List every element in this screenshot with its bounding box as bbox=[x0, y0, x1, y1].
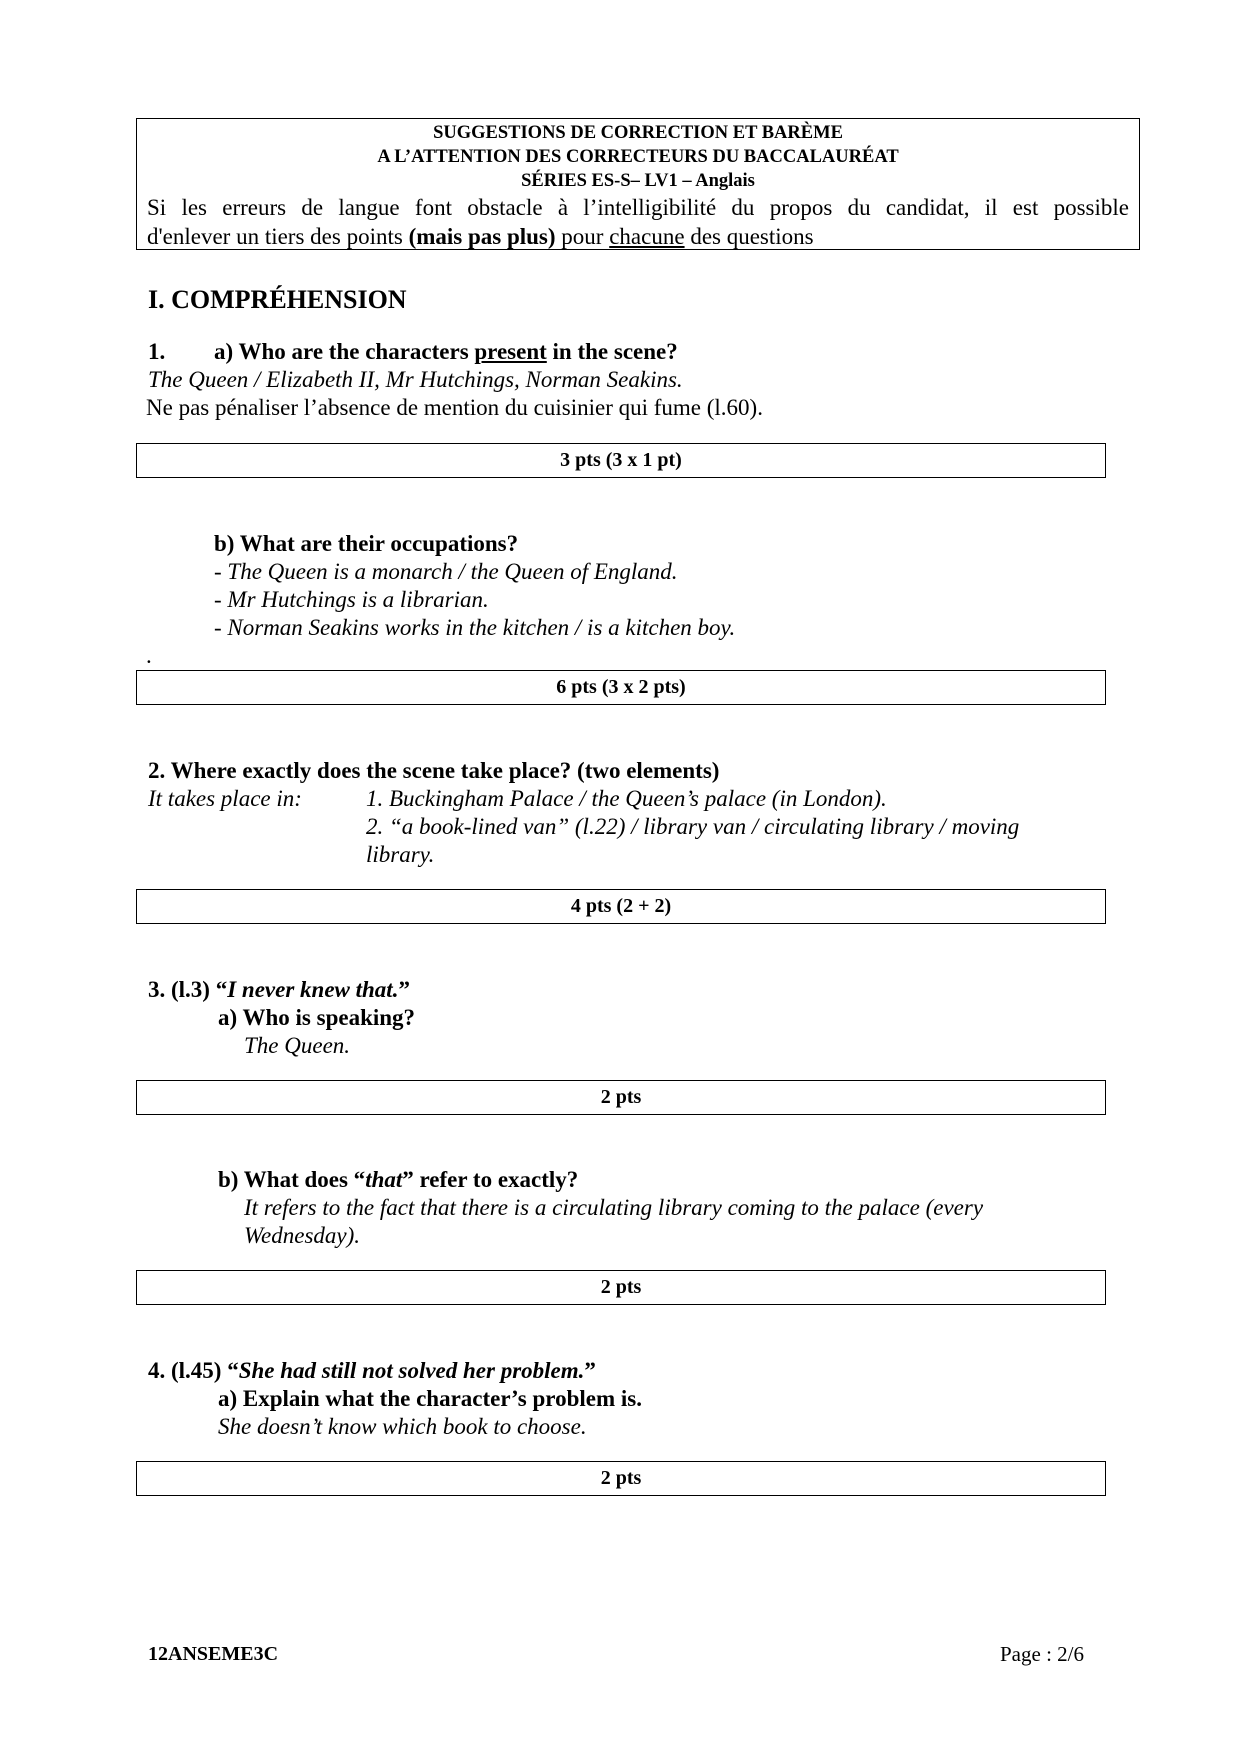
q1b-answer-2: - Mr Hutchings is a librarian. bbox=[214, 587, 489, 612]
q3b-question: b) What does “that” refer to exactly? bbox=[218, 1167, 579, 1192]
q4-intro: 4. (l.45) “She had still not solved her problem.” bbox=[148, 1358, 596, 1383]
q1a-score-box: 3 pts (3 x 1 pt) bbox=[136, 443, 1106, 478]
q2-lead: It takes place in: bbox=[148, 786, 302, 811]
q2-score-box: 4 pts (2 + 2) bbox=[136, 889, 1106, 924]
header-series: SÉRIES ES-S– LV1 – Anglais bbox=[521, 171, 755, 191]
q3b-score-box: 2 pts bbox=[136, 1270, 1106, 1305]
footer-page-number: Page : 2/6 bbox=[1000, 1642, 1084, 1666]
q4a-question: a) Explain what the character’s problem is. bbox=[218, 1386, 642, 1411]
q1b-answer-1: - The Queen is a monarch / the Queen of England. bbox=[214, 559, 678, 584]
header-subtitle: A L’ATTENTION DES CORRECTEURS DU BACCALAURÉAT bbox=[377, 147, 899, 167]
footer-document-code: 12ANSEME3C bbox=[148, 1643, 279, 1665]
q1b-stray-dot: . bbox=[146, 643, 152, 668]
header-note-line-2: d'enlever un tiers des points (mais pas plus) pour chacune des questions bbox=[147, 224, 814, 249]
q3-intro: 3. (l.3) “I never knew that.” bbox=[148, 977, 410, 1002]
q3a-answer: The Queen. bbox=[244, 1033, 351, 1058]
q3b-answer-line-2: Wednesday). bbox=[244, 1223, 361, 1248]
q3b-answer-line-1: It refers to the fact that there is a circulating library coming to the palace (every bbox=[244, 1195, 984, 1220]
q1b-score-box: 6 pts (3 x 2 pts) bbox=[136, 670, 1106, 705]
q2-answer-1: 1. Buckingham Palace / the Queen’s palace (in London). bbox=[366, 786, 887, 811]
q2-question: 2. Where exactly does the scene take place? (two elements) bbox=[148, 758, 720, 783]
q4a-score-box: 2 pts bbox=[136, 1461, 1106, 1496]
header-title: SUGGESTIONS DE CORRECTION ET BARÈME bbox=[433, 123, 843, 143]
q2-answer-2-line-1: 2. “a book-lined van” (l.22) / library van / circulating library / moving bbox=[366, 814, 1020, 839]
q3a-question: a) Who is speaking? bbox=[218, 1005, 416, 1030]
q1a-question: a) Who are the characters present in the scene? bbox=[214, 339, 678, 364]
correction-header-box bbox=[136, 118, 1140, 250]
q4a-answer: She doesn’t know which book to choose. bbox=[218, 1414, 587, 1439]
q1a-note: Ne pas pénaliser l’absence de mention du cuisinier qui fume (l.60). bbox=[146, 395, 763, 420]
q1-number: 1. bbox=[148, 339, 166, 364]
q1b-answer-3: - Norman Seakins works in the kitchen / is a kitchen boy. bbox=[214, 615, 736, 640]
header-note-line-1: Si les erreurs de langue font obstacle à l’intelligibilité du propos du candidat, il est possible bbox=[147, 195, 1129, 220]
q2-answer-2-line-2: library. bbox=[366, 842, 435, 867]
q1a-answer: The Queen / Elizabeth II, Mr Hutchings, Norman Seakins. bbox=[148, 367, 683, 392]
q3a-score-box: 2 pts bbox=[136, 1080, 1106, 1115]
section-title: I. COMPRÉHENSION bbox=[148, 285, 407, 314]
q1b-question: b) What are their occupations? bbox=[214, 531, 519, 556]
